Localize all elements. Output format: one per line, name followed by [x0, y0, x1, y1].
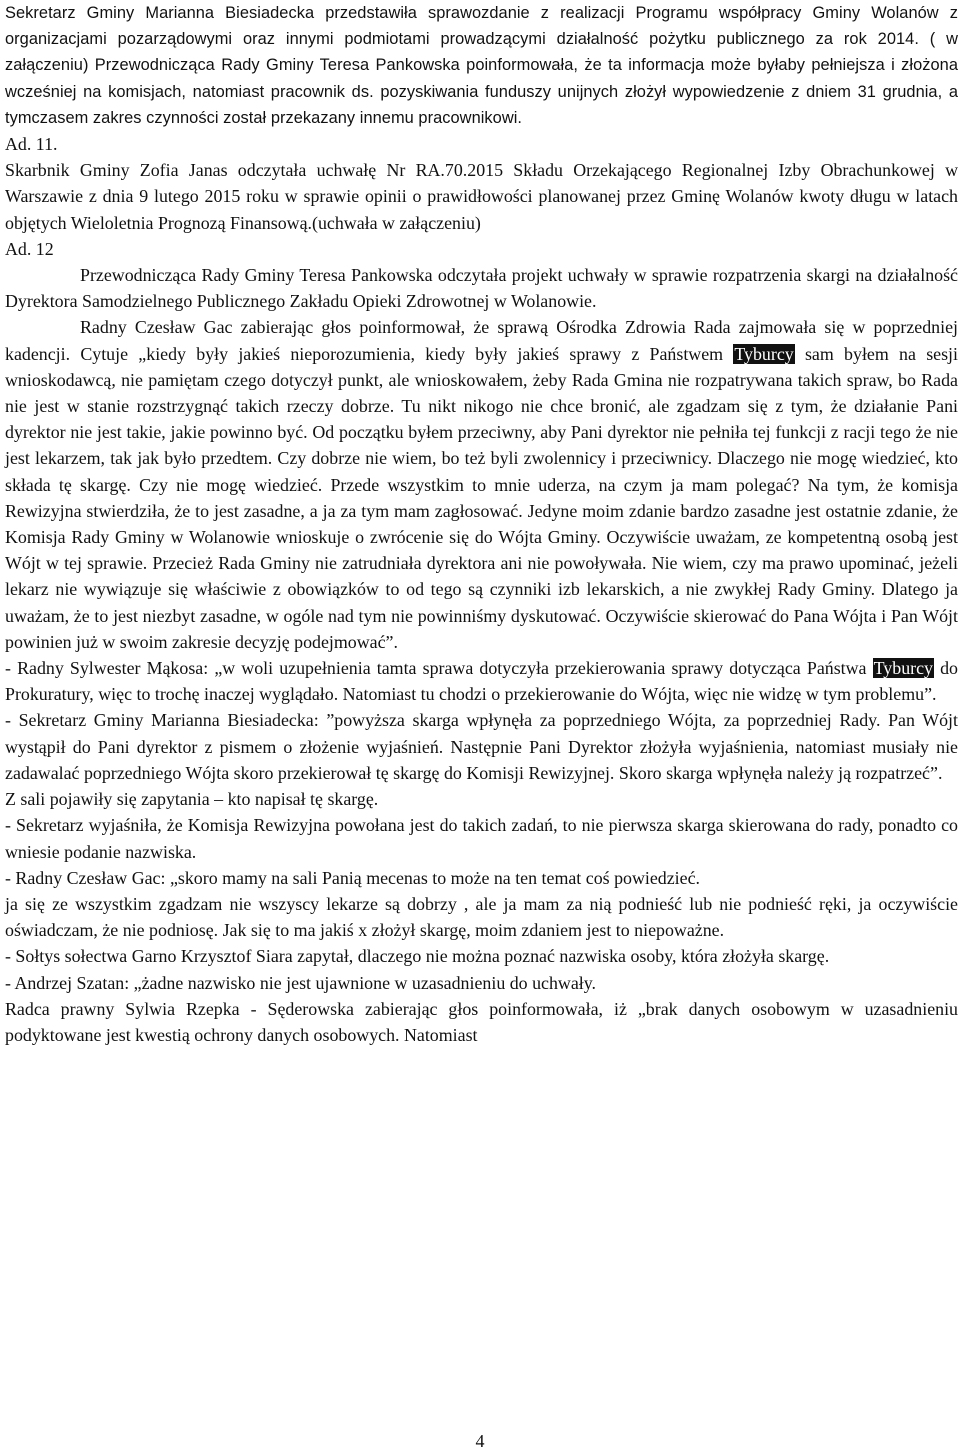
paragraph-rzepka-statement: Radca prawny Sylwia Rzepka - Sęderowska zabierając głos poinformowała, iż „brak danych osobowym w uzasadnieniu podyktowane jest kwestią ochrony danych osobowych. Natomiast — [5, 998, 958, 1045]
redacted-name-1: Tyburcy — [734, 343, 794, 364]
paragraph-makosa-statement — [5, 655, 958, 707]
heading-ad-11: Ad. 11. — [5, 134, 58, 155]
paragraph-gac-second-statement: - Radny Czesław Gac: „skoro mamy na sali Panią mecenas to może na ten temat coś powiedzieć. — [5, 867, 701, 888]
paragraph-ad-11: Skarbnik Gminy Zofia Janas odczytała uchwałę Nr RA.70.2015 Składu Orzekającego Regionalnej Izby Obrachunkowej w Warszawie z dnia 9 lutego 2015 roku w sprawie opinii o prawidłowości planowanej przez Gminę Wolanów kwoty długu w latach objętych Wieloletnia Prognozą Finansową.(uchwała w załączeniu) — [5, 160, 958, 233]
paragraph-szatan-statement: - Andrzej Szatan: „żadne nazwisko nie jest ujawnione w uzasadnieniu do uchwały. — [5, 972, 597, 993]
paragraph-ad-12: Przewodnicząca Rady Gminy Teresa Pankowska odczytała projekt uchwały w sprawie rozpatrzenia skargi na działalność Dyrektora Samodzielnego Publicznego Zakładu Opieki Zdrowotnej w Wolanowie. — [5, 265, 958, 312]
page-number: 4 — [475, 1431, 485, 1451]
paragraph-gac-statement — [5, 314, 958, 655]
paragraph-program-report: Sekretarz Gminy Marianna Biesiadecka przedstawiła sprawozdanie z realizacji Programu współpracy Gminy Wolanów z organizacjami pozarządowymi oraz innymi podmiotami prowadzącymi działalność pożytku publicznego za rok 2014. ( w załączeniu) Przewodnicząca Rady Gminy Teresa Pankowska poinformowała, że ta informacja może byłaby pełniejsza i złożona wcześniej na komisjach, natomiast pracownik ds. pozyskiwania funduszy unijnych złożył wypowiedzenie z dniem 31 grudnia, a tymczasem zakres czynności został przekazany innemu pracownikowi. — [5, 4, 958, 127]
paragraph-hall-questions: Z sali pojawiły się zapytania – kto napisał tę skargę. — [5, 789, 379, 810]
paragraph-siara-question: - Sołtys sołectwa Garno Krzysztof Siara zapytał, dlaczego nie można poznać nazwiska osoby, która złożyła skargę. — [5, 946, 830, 967]
paragraph-secretary-explanation: - Sekretarz wyjaśniła, że Komisja Rewizyjna powołana jest do takich zadań, to nie pierwsza skarga skierowana do rady, ponadto co wniesie podanie nazwiska. — [5, 815, 958, 862]
makosa-text-part-2: do Prokuratury, więc to trochę inaczej wyglądało. Natomiast tu chodzi o przekierowanie do Wójta, więc nie widzę w tym problemu”. — [5, 658, 958, 705]
redacted-name-2: Tyburcy — [873, 658, 933, 679]
heading-ad-12: Ad. 12 — [5, 238, 54, 259]
makosa-text-part-1: - Radny Sylwester Mąkosa: „w woli uzupełnienia tamta sprawa dotyczyła przekierowania sprawy dotycząca Państwa — [5, 658, 873, 679]
gac-text-part-1: Radny Czesław Gac zabierając głos poinformował, że sprawą Ośrodka Zdrowia Rada zajmowała się w poprzedniej kadencji. Cytuje „kiedy były jakieś nieporozumienia, kiedy były jakieś sprawy z Państwem — [5, 317, 958, 364]
paragraph-gac-continuation: ja się ze wszystkim zgadzam nie wszyscy lekarze są dobrzy , ale ja mam za nią podnieść lub nie podnieść ręki, ja oczywiście oświadczam, że nie podniosę. Jak się to ma jakiś x złożył skargę, moim zdaniem jest to niepoważne. — [5, 893, 958, 941]
document-page — [5, 0, 958, 1048]
paragraph-secretary-statement: - Sekretarz Gminy Marianna Biesiadecka: ”powyższa skarga wpłynęła za poprzedniego Wójta, za poprzedniej Rady. Pan Wójt wystąpił do Pani dyrektor z pismem o złożenie wyjaśnień. Następnie Pani Dyrektor złożyła wyjaśnienia, natomiast musiały nie zadawalać poprzedniego Wójta skoro przekierował tę skargę do Komisji Rewizyjnej. Skoro skarga wpłynęła należy ją rozpatrzeć”. — [5, 710, 958, 783]
gac-text-part-2: sam byłem na sesji wnioskodawcą, nie pamiętam czego dotyczył punkt, ale wnioskowałem, żeby Rada Gmina nie rozpatrywana takich spraw, bo Rada nie jest w stanie rozstrzygnąć takich rzeczy dobrze. Tu nikt nikogo nie chce bronić, ale zgadzam się z tym, że działanie Pani dyrektor nie jest takie, jakie powinno być. Od początku byłem przeciwny, aby Pani dyrektor nie pełniła tej funkcji z racji tego że nie jest lekarzem, tak jak było przedtem. Czy dobrze nie wiem, bo też byli zwolennicy i przeciwnicy. Dlaczego nie mogę wiedzieć, kto składa tę skargę. Czy nie mogę wiedzieć. Przede wszystkim to mnie uderza, na czym ja mam polegać? Na tym, że komisja Rewizyjna stwierdziła, że to jest zasadne, a ja za tym mam zagłosować. Jedyne moim zdanie bardzo zasadne jest ostatnie zdanie, że Komisja Rady Gminy w Wolanowie wnioskuje o zwrócenie się do Wójta Gminy. Oczywiście uważam, ze kompetentną osobą jest Wójt w tej sprawie. Przecież Rada Gminy nie zatrudniała dyrektora ani nie powoływała. Nie wiem, czy ma prawo upominać, jeżeli lekarz nie wywiązuje się właściwie z obowiązków to od tego są czynniki izb lekarskich, a nie zwykłej Rady Gminy. Dlatego ja uważam, że to jest niezbyt zasadne, w ogóle nad tym nie powinniśmy dyskutować. Oczywiście skierować do Pana Wójta i Pan Wójt powinien już w swoim zakresie decyzję podejmować”. — [5, 343, 958, 652]
